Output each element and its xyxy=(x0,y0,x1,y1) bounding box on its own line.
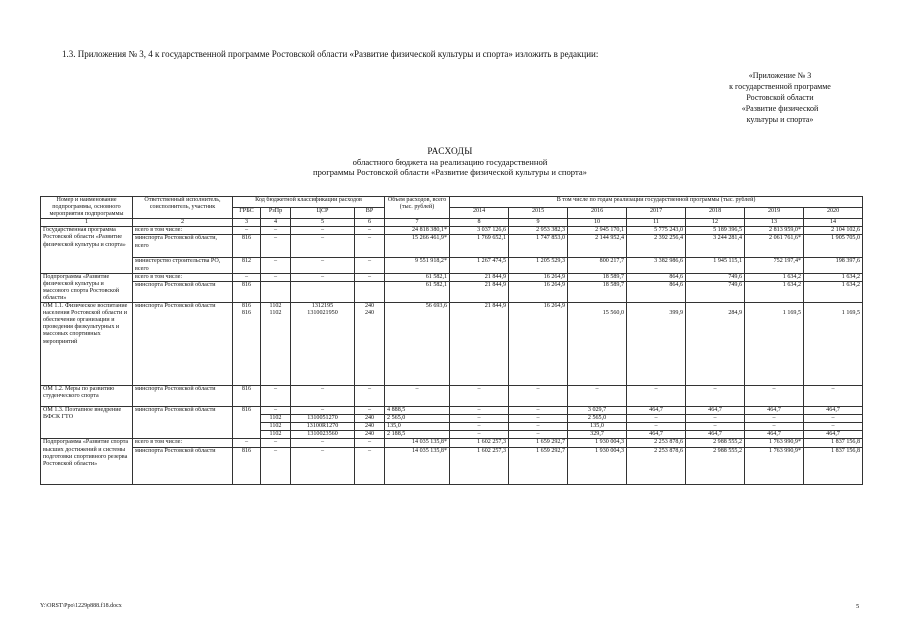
vr-cell: 240 xyxy=(355,431,385,439)
year-cell: – xyxy=(627,386,686,407)
appendix-caption xyxy=(700,70,860,125)
year-cell: 1 763 990,9* xyxy=(745,447,804,484)
column-number: 5 xyxy=(291,219,355,227)
subprogram-name-cell: Подпрограмма «Развитие физической культуры и массового спорта Ростовской области» xyxy=(41,273,133,302)
year-cell: 2 988 555,2 xyxy=(686,439,745,447)
csr-cell: – xyxy=(291,407,355,415)
csr-cell: – xyxy=(291,235,355,258)
column-number: 8 xyxy=(450,219,509,227)
heading-line: областного бюджета на реализацию государственной xyxy=(352,157,548,167)
appendix-line: Ростовской области xyxy=(746,93,814,102)
rzpr-cell xyxy=(261,282,291,303)
header-rzpr: РзПр xyxy=(261,208,291,219)
executor-cell: всего в том числе: xyxy=(133,227,233,235)
year-cell: 1 837 156,8 xyxy=(804,447,863,484)
grbs-cell: 816 xyxy=(233,235,261,258)
year-cell: 3 029,7 xyxy=(568,407,627,415)
year-cell: – xyxy=(450,386,509,407)
year-cell: 1 747 853,0 xyxy=(509,235,568,258)
total-cell: 14 035 135,8* xyxy=(385,439,450,447)
rzpr-value: 1102 xyxy=(269,310,282,317)
column-number: 13 xyxy=(745,219,804,227)
grbs-cell xyxy=(233,303,261,386)
table-row xyxy=(41,273,863,281)
header-year: 2015 xyxy=(509,208,568,219)
year-cell: 329,7 xyxy=(568,431,627,439)
year-cell: 1 930 004,3 xyxy=(568,447,627,484)
year-cell: 3 037 126,6 xyxy=(450,227,509,235)
expenditure-table xyxy=(40,196,863,485)
year-cell: 2 253 878,6 xyxy=(627,447,686,484)
heading-title: РАСХОДЫ xyxy=(427,147,473,157)
year-cell: 1 634,2 xyxy=(745,273,804,281)
year-cell: 2 988 555,2 xyxy=(686,447,745,484)
year-cell: 2 945 170,1 xyxy=(568,227,627,235)
year-cell: 464,7 xyxy=(686,407,745,415)
table-row xyxy=(41,258,863,273)
rzpr-cell: 1102 xyxy=(261,415,291,423)
csr-cell: 13100R1270 xyxy=(291,423,355,431)
year-cell: 2 565,0 xyxy=(568,415,627,423)
year-cell: – xyxy=(745,423,804,431)
year-cell: 1 602 257,3 xyxy=(450,439,509,447)
executor-cell: минспорта Ростовской области xyxy=(133,303,233,386)
file-path-footer: Y:\ORST\Ppo\1229p888.f18.docx xyxy=(40,603,122,609)
year-cell xyxy=(686,303,745,386)
table-row xyxy=(41,227,863,235)
rzpr-cell: 1102 xyxy=(261,423,291,431)
year-cell: – xyxy=(686,386,745,407)
year-cell: 2 392 256,4 xyxy=(627,235,686,258)
grbs-value: 816 xyxy=(241,303,252,310)
year-cell: – xyxy=(450,407,509,415)
year-cell: 18 589,7 xyxy=(568,282,627,303)
year-cell: 3 382 986,6 xyxy=(627,258,686,273)
table-row xyxy=(41,303,863,386)
column-number: 12 xyxy=(686,219,745,227)
year-cell: 2 104 102,6 xyxy=(804,227,863,235)
appendix-line: «Развитие физической xyxy=(741,104,819,113)
year-cell: – xyxy=(745,415,804,423)
year-value: 15 560,0 xyxy=(602,310,625,317)
year-cell: 1 602 257,3 xyxy=(450,447,509,484)
column-number-row xyxy=(41,219,863,227)
total-cell: 24 818 380,1* xyxy=(385,227,450,235)
table-row xyxy=(41,386,863,407)
header-year: 2014 xyxy=(450,208,509,219)
total-cell: 56 693,6 xyxy=(385,303,450,386)
year-cell: 16 264,9 xyxy=(509,282,568,303)
year-value: 284,9 xyxy=(728,310,743,317)
column-number: 4 xyxy=(261,219,291,227)
total-cell: 9 551 918,2* xyxy=(385,258,450,273)
year-cell: – xyxy=(509,407,568,415)
year-cell: – xyxy=(686,415,745,423)
grbs-cell: 816 xyxy=(233,386,261,407)
rzpr-cell: – xyxy=(261,439,291,447)
vr-value: 240 xyxy=(364,310,375,317)
header-year: 2019 xyxy=(745,208,804,219)
header-budget-code: Код бюджетной классификации расходов xyxy=(233,197,385,208)
year-cell: 3 244 281,4 xyxy=(686,235,745,258)
year-cell: 1 267 474,5 xyxy=(450,258,509,273)
csr-cell: – xyxy=(291,273,355,281)
header-year: 2018 xyxy=(686,208,745,219)
year-cell: 464,7 xyxy=(627,431,686,439)
year-cell: 135,0 xyxy=(568,423,627,431)
year-cell: 21 844,9 xyxy=(450,282,509,303)
vr-cell: – xyxy=(355,258,385,273)
total-cell: 2 565,0 xyxy=(385,415,450,423)
year-cell: – xyxy=(627,415,686,423)
executor-cell: министерство строительства РО, всего xyxy=(133,258,233,273)
year-cell: 800 217,7 xyxy=(568,258,627,273)
vr-cell: – xyxy=(355,407,385,415)
header-csr: ЦСР xyxy=(291,208,355,219)
vr-cell xyxy=(355,282,385,303)
year-cell: – xyxy=(450,431,509,439)
rzpr-cell: – xyxy=(261,273,291,281)
column-number: 3 xyxy=(233,219,261,227)
year-cell: – xyxy=(509,386,568,407)
year-cell: 1 945 115,1 xyxy=(686,258,745,273)
year-cell: 2 953 382,3 xyxy=(509,227,568,235)
appendix-line: «Приложение № 3 xyxy=(748,71,812,80)
measure-name-cell: ОМ 1.1. Физическое воспитание населения Ростовской области и обеспечение организации и проведения физкультурных и массовых спортивных мероприятий xyxy=(41,303,133,386)
table-row xyxy=(41,407,863,415)
csr-cell: 1310023560 xyxy=(291,431,355,439)
executor-cell: минспорта Ростовской области xyxy=(133,447,233,484)
intro-paragraph: 1.3. Приложения № 3, 4 к государственной программе Ростовской области «Развитие физической культуры и спорта» изложить в редакции: xyxy=(62,49,599,59)
rzpr-cell xyxy=(261,303,291,386)
rzpr-cell: – xyxy=(261,235,291,258)
csr-cell: 1310051270 xyxy=(291,415,355,423)
vr-cell: – xyxy=(355,273,385,281)
table-row xyxy=(41,235,863,258)
csr-cell: – xyxy=(291,447,355,484)
year-cell: 464,7 xyxy=(686,431,745,439)
grbs-value: 816 xyxy=(241,310,252,317)
year-cell: 2 061 761,6* xyxy=(745,235,804,258)
year-cell: 1 634,2 xyxy=(804,282,863,303)
year-cell: – xyxy=(804,423,863,431)
csr-value: 1310021950 xyxy=(307,310,338,317)
year-cell: – xyxy=(568,386,627,407)
csr-cell: – xyxy=(291,386,355,407)
total-cell: 61 582,1 xyxy=(385,273,450,281)
year-cell: 864,6 xyxy=(627,282,686,303)
header-years: В том числе по годам реализации государственной программы (тыс. рублей) xyxy=(450,197,863,208)
year-cell xyxy=(627,303,686,386)
year-cell: 464,7 xyxy=(745,431,804,439)
grbs-cell: – xyxy=(233,227,261,235)
year-value: 399,9 xyxy=(669,310,684,317)
year-cell: 1 659 292,7 xyxy=(509,447,568,484)
column-number: 1 xyxy=(41,219,133,227)
table-row xyxy=(41,447,863,484)
year-cell: 749,6 xyxy=(686,273,745,281)
year-cell: – xyxy=(627,423,686,431)
executor-cell: минспорта Ростовской области xyxy=(133,407,233,439)
year-cell: 21 844,9 xyxy=(450,303,509,386)
rzpr-cell: – xyxy=(261,407,291,415)
year-cell xyxy=(804,303,863,386)
csr-cell: – xyxy=(291,439,355,447)
rzpr-value: 1102 xyxy=(269,303,282,310)
year-cell: 2 813 959,0* xyxy=(745,227,804,235)
header-year: 2017 xyxy=(627,208,686,219)
total-cell: 61 582,1 xyxy=(385,282,450,303)
column-number: 9 xyxy=(509,219,568,227)
year-cell: – xyxy=(745,386,804,407)
year-cell: 1 769 652,1 xyxy=(450,235,509,258)
vr-cell: – xyxy=(355,439,385,447)
header-year: 2020 xyxy=(804,208,863,219)
column-number: 7 xyxy=(385,219,450,227)
grbs-cell: 812 xyxy=(233,258,261,273)
column-number: 10 xyxy=(568,219,627,227)
total-cell: 135,0 xyxy=(385,423,450,431)
executor-cell: всего в том числе: xyxy=(133,439,233,447)
rzpr-cell: – xyxy=(261,227,291,235)
rzpr-cell: – xyxy=(261,258,291,273)
year-value: 1 169,5 xyxy=(841,310,861,317)
year-cell: – xyxy=(509,431,568,439)
total-cell: 4 888,5 xyxy=(385,407,450,415)
csr-value: 1312195 xyxy=(311,303,334,310)
year-cell: – xyxy=(509,415,568,423)
year-cell: – xyxy=(686,423,745,431)
year-cell: 5 775 243,0 xyxy=(627,227,686,235)
year-cell: – xyxy=(509,423,568,431)
csr-cell: – xyxy=(291,227,355,235)
year-cell: – xyxy=(804,415,863,423)
year-cell: 864,6 xyxy=(627,273,686,281)
year-cell: 1 837 156,8 xyxy=(804,439,863,447)
header-row xyxy=(41,197,863,208)
executor-cell: минспорта Ростовской области xyxy=(133,386,233,407)
column-number: 14 xyxy=(804,219,863,227)
grbs-cell: 816 xyxy=(233,447,261,484)
heading-line: программы Ростовской области «Развитие физической культуры и спорта» xyxy=(313,167,587,177)
total-cell: 15 266 461,9* xyxy=(385,235,450,258)
vr-value: 240 xyxy=(364,303,375,310)
year-cell: 2 144 952,4 xyxy=(568,235,627,258)
year-cell: 1 634,2 xyxy=(745,282,804,303)
vr-cell: – xyxy=(355,227,385,235)
year-cell: 1 659 292,7 xyxy=(509,439,568,447)
executor-cell: минспорта Ростовской области xyxy=(133,282,233,303)
executor-cell: всего в том числе: xyxy=(133,273,233,281)
year-cell: 464,7 xyxy=(804,407,863,415)
header-year: 2016 xyxy=(568,208,627,219)
year-cell: – xyxy=(804,386,863,407)
year-cell: 16 264,9 xyxy=(509,303,568,386)
table-row xyxy=(41,282,863,303)
vr-cell xyxy=(355,303,385,386)
column-number: 2 xyxy=(133,219,233,227)
total-cell: 2 188,5 xyxy=(385,431,450,439)
grbs-cell: 816 xyxy=(233,282,261,303)
grbs-cell: 816 xyxy=(233,407,261,439)
csr-cell xyxy=(291,303,355,386)
grbs-cell: – xyxy=(233,273,261,281)
year-cell: 198 397,6 xyxy=(804,258,863,273)
year-cell xyxy=(568,303,627,386)
executor-cell: минспорта Ростовской области, всего xyxy=(133,235,233,258)
vr-cell: – xyxy=(355,447,385,484)
year-cell: 18 589,7 xyxy=(568,273,627,281)
header-grbs: ГРБС xyxy=(233,208,261,219)
page-number: 5 xyxy=(856,603,860,610)
header-name: Номер и наименование подпрограммы, основного мероприятия подпрограммы xyxy=(41,197,133,219)
vr-cell: – xyxy=(355,386,385,407)
table-row xyxy=(41,439,863,447)
year-cell: 2 253 878,6 xyxy=(627,439,686,447)
year-cell: 1 205 529,3 xyxy=(509,258,568,273)
year-cell: 464,7 xyxy=(804,431,863,439)
csr-cell xyxy=(291,282,355,303)
year-cell: 752 197,4* xyxy=(745,258,804,273)
measure-name-cell: ОМ 1.3. Поэтапное внедрение ВФСК ГТО xyxy=(41,407,133,439)
program-name-cell: Государственная программа Ростовской области «Развитие физической культуры и спорта» xyxy=(41,227,133,273)
subprogram-name-cell: Подпрограмма «Развитие спорта высших достижений и системы подготовки спортивного резерва Ростовской области» xyxy=(41,439,133,484)
vr-cell: 240 xyxy=(355,423,385,431)
year-cell xyxy=(745,303,804,386)
column-number: 6 xyxy=(355,219,385,227)
year-cell: – xyxy=(450,415,509,423)
rzpr-cell: – xyxy=(261,447,291,484)
year-cell: – xyxy=(450,423,509,431)
header-executor: Ответственный исполнитель, соисполнитель, участник xyxy=(133,197,233,219)
total-cell: 14 035 135,8* xyxy=(385,447,450,484)
grbs-cell: – xyxy=(233,439,261,447)
year-cell: 21 844,9 xyxy=(450,273,509,281)
total-cell: – xyxy=(385,386,450,407)
appendix-line: к государственной программе xyxy=(729,82,831,91)
year-cell: 1 930 004,3 xyxy=(568,439,627,447)
measure-name-cell: ОМ 1.2. Меры по развитию студенческого спорта xyxy=(41,386,133,407)
year-value: 1 169,5 xyxy=(782,310,802,317)
year-cell: 749,6 xyxy=(686,282,745,303)
appendix-line: культуры и спорта» xyxy=(746,115,814,124)
header-vr: ВР xyxy=(355,208,385,219)
year-cell: 464,7 xyxy=(745,407,804,415)
year-cell: 1 763 990,9* xyxy=(745,439,804,447)
header-total: Объем расходов, всего (тыс. рублей) xyxy=(385,197,450,219)
csr-cell: – xyxy=(291,258,355,273)
year-cell: 1 634,2 xyxy=(804,273,863,281)
rzpr-cell: 1102 xyxy=(261,431,291,439)
year-cell: 5 189 396,5 xyxy=(686,227,745,235)
table-heading xyxy=(230,147,670,177)
year-cell: 1 905 705,0 xyxy=(804,235,863,258)
rzpr-cell: – xyxy=(261,386,291,407)
column-number: 11 xyxy=(627,219,686,227)
year-cell: 16 264,9 xyxy=(509,273,568,281)
vr-cell: – xyxy=(355,235,385,258)
vr-cell: 240 xyxy=(355,415,385,423)
year-cell: 464,7 xyxy=(627,407,686,415)
